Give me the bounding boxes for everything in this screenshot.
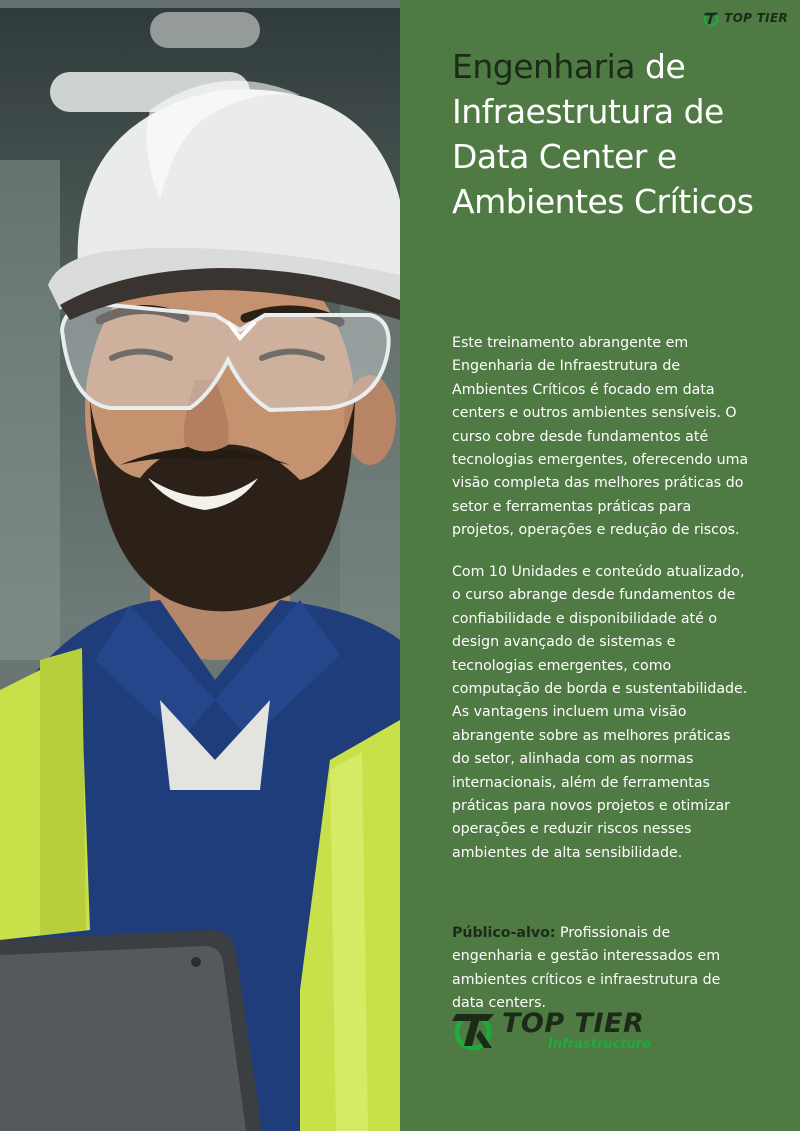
header-logo-text: TOP TIER (724, 11, 788, 25)
intro-paragraph: Este treinamento abrangente em Engenharia de Infraestrutura de Ambientes Críticos é focado em data centers e outros ambientes sensíveis. O curso cobre desde fundamentos até tecnologias emergentes, oferecendo uma visão completa das melhores práticas do setor e ferramentas práticas para projetos, operações e redução de riscos. (452, 335, 749, 539)
content-panel (400, 0, 800, 1131)
top-tier-logo-mark-icon (452, 1008, 498, 1052)
audience-text: Profissionais de engenharia e gestão interessados em ambientes críticos e infraestrutura de data centers. (452, 925, 721, 1012)
page-title (452, 44, 772, 224)
audience-label: Público-alvo: (452, 925, 556, 941)
title-block (452, 44, 772, 224)
details-paragraph: Com 10 Unidades e conteúdo atualizado, o curso abrange desde fundamentos de confiabilidade e disponibilidade até o design avançado de sistemas e tecnologias emergentes, como computação de borda e sustentabilidade. As vantagens incluem uma visão abrangente sobre as melhores práticas do setor, alinhada com as normas internacionais, além de ferramentas práticas para novos projetos e otimizar operações e reduzir riscos nesses ambientes de alta sensibilidade. (452, 564, 748, 861)
title-rest: de Infraestrutura de Data Center e Ambientes Críticos (452, 47, 754, 221)
header-logo (703, 10, 788, 26)
footer-logo (452, 1008, 651, 1052)
audience-paragraph (452, 922, 752, 1016)
title-highlight: Engenharia (452, 47, 636, 86)
footer-logo-words (502, 1007, 651, 1052)
footer-logo-brand: TOP TIER (502, 1007, 645, 1039)
footer-logo-subtitle: Infrastructure (548, 1036, 651, 1052)
top-tier-logo-icon (703, 10, 721, 26)
